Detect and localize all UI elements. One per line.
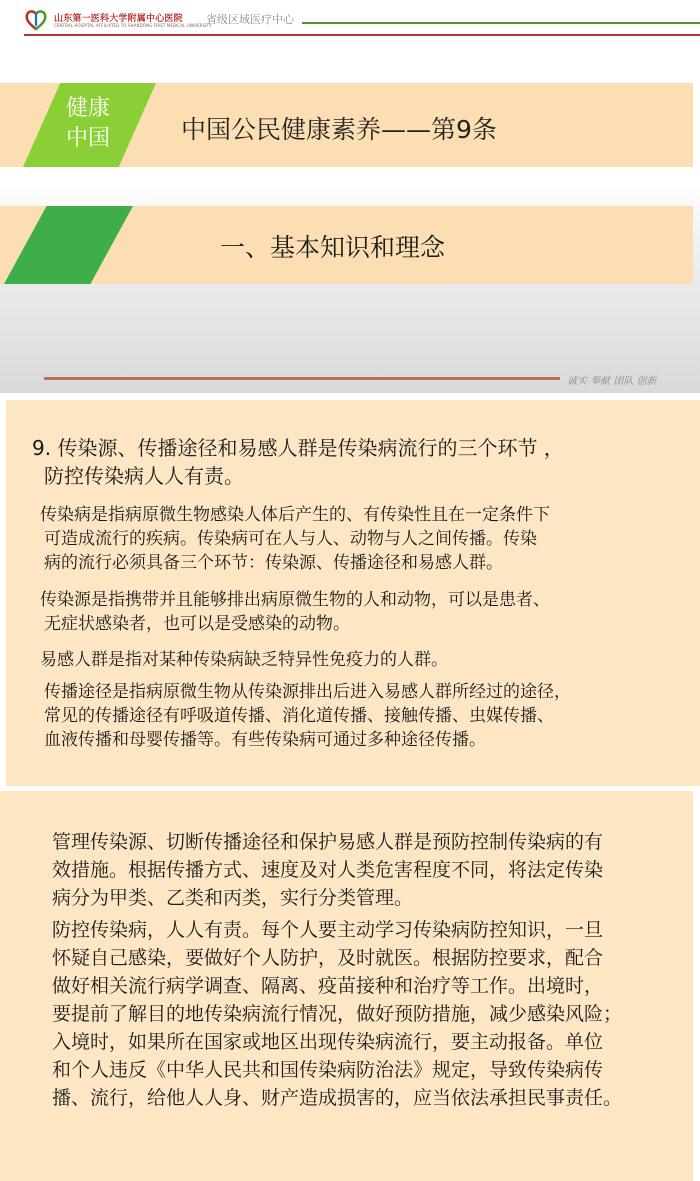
- page-title: 中国公民健康素养——第9条: [181, 115, 497, 144]
- text-line: 传染源是指携带并且能够排出病原微生物的人和动物，可以是患者、: [40, 590, 550, 610]
- text-line: 管理传染源、切断传播途径和保护易感人群是预防控制传染病的有: [52, 831, 604, 853]
- paragraph-disease-definition: [40, 503, 690, 575]
- text-line: 播、流行，给他人人身、财产造成损害的，应当依法承担民事责任。: [52, 1087, 623, 1109]
- paragraph-everyone-responsible: [52, 916, 688, 1112]
- hospital-name-en: CENTRAL HOSPITAL AFFILIATED TO SHANDONG FIRST MEDICAL UNIVERSITY: [54, 23, 212, 28]
- text-line: 和个人违反《中华人民共和国传染病防治法》规定，导致传染病传: [52, 1059, 604, 1081]
- text-line: 无症状感染者，也可以是受感染的动物。: [44, 614, 350, 634]
- text-line: 病分为甲类、乙类和丙类，实行分类管理。: [52, 887, 414, 909]
- hospital-name: 山东第一医科大学附属中心医院: [54, 14, 183, 24]
- paragraph-prevention-measures: [52, 828, 688, 912]
- text-line: 怀疑自己感染，要做好个人防护，及时就医。根据防控要求，配合: [52, 947, 604, 969]
- text-line: 常见的传播途径有呼吸道传播、消化道传播、接触传播、虫媒传播、: [44, 706, 554, 726]
- hospital-tagline: 省级区域医疗中心: [206, 13, 294, 26]
- healthy-china-badge: [60, 94, 116, 154]
- header-divider-green: [302, 22, 700, 24]
- slide-title: [0, 0, 700, 393]
- text-line: 血液传播和母婴传播等。有些传染病可通过多种途径传播。: [44, 730, 486, 750]
- text-line: 防控传染病，人人有责。每个人要主动学习传染病防控知识，一旦: [52, 919, 604, 941]
- article-heading: [32, 434, 682, 490]
- hospital-motto: 诚实 奉献 团队 创新: [567, 376, 657, 387]
- text-line: 可造成流行的疾病。传染病可在人与人、动物与人之间传播。传染: [44, 529, 537, 549]
- text-line: 要提前了解目的地传染病流行情况，做好预防措施，减少感染风险；: [52, 1003, 623, 1025]
- text-line: 入境时，如果所在国家或地区出现传染病流行，要主动报备。单位: [52, 1031, 604, 1053]
- badge-line: 中国: [65, 126, 110, 151]
- text-line: 易感人群是指对某种传染病缺乏特异性免疫力的人群。: [40, 650, 448, 670]
- text-line: 病的流行必须具备三个环节：传染源、传播途径和易感人群。: [44, 553, 503, 573]
- paragraph-infection-source: [40, 588, 690, 636]
- slide-content-1: [6, 400, 700, 786]
- section-title: 一、基本知识和理念: [220, 233, 446, 262]
- footer-divider: [44, 377, 560, 380]
- text-line: 效措施。根据传播方式、速度及对人类危害程度不同，将法定传染: [52, 859, 604, 881]
- heading-line: 防控传染病人人有责。: [44, 464, 244, 488]
- header-divider-red: [24, 34, 700, 36]
- text-line: 传播途径是指病原微生物从传染源排出后进入易感人群所经过的途径，: [44, 682, 571, 702]
- slide-header: [0, 0, 700, 40]
- heading-line: 9. 传染源、传播途径和易感人群是传染病流行的三个环节 ，: [32, 436, 564, 460]
- hospital-logo-icon: [24, 8, 48, 32]
- paragraph-susceptible-population: [40, 648, 690, 672]
- slide-edge: [693, 791, 700, 1181]
- badge-line: 健康: [65, 96, 110, 121]
- slide-content-2: [0, 791, 700, 1181]
- paragraph-transmission-route: [44, 680, 694, 752]
- text-line: 传染病是指病原微生物感染人体后产生的、有传染性且在一定条件下: [40, 505, 550, 525]
- text-line: 做好相关流行病学调查、隔离、疫苗接种和治疗等工作。出境时，: [52, 975, 604, 997]
